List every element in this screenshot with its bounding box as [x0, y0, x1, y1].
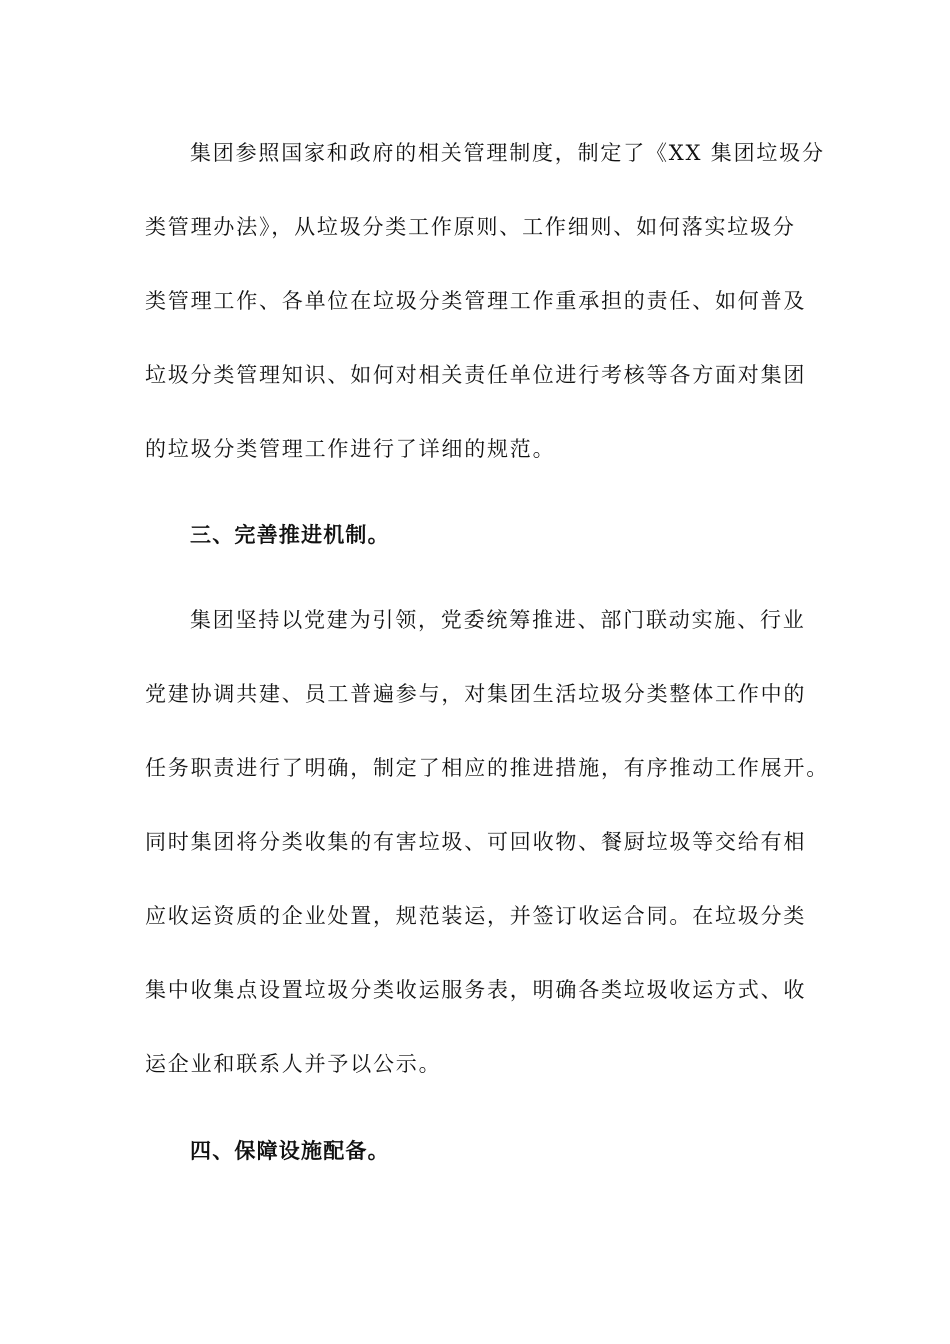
paragraph-2-line-6: 集中收集点设置垃圾分类收运服务表，明确各类垃圾收运方式、收 [145, 978, 807, 1002]
section-heading-4: 四、保障设施配备。 [190, 1138, 390, 1163]
paragraph-1-line-5: 的垃圾分类管理工作进行了详细的规范。 [145, 437, 556, 461]
paragraph-2-line-2: 党建协调共建、员工普遍参与，对集团生活垃圾分类整体工作中的 [145, 682, 807, 706]
paragraph-2-line-7: 运企业和联系人并予以公示。 [145, 1052, 442, 1076]
paragraph-2-line-1: 集团坚持以党建为引领，党委统筹推进、部门联动实施、行业 [190, 608, 806, 632]
paragraph-1-line-4: 垃圾分类管理知识、如何对相关责任单位进行考核等各方面对集团 [145, 363, 807, 387]
paragraph-1-line-2: 类管理办法》，从垃圾分类工作原则、工作细则、如何落实垃圾分 [145, 215, 796, 239]
paragraph-2-line-3: 任务职责进行了明确，制定了相应的推进措施，有序推动工作展开。 [145, 756, 829, 780]
paragraph-1-line-3: 类管理工作、各单位在垃圾分类管理工作重承担的责任、如何普及 [145, 289, 807, 313]
paragraph-2-line-5: 应收运资质的企业处置，规范装运，并签订收运合同。在垃圾分类 [145, 904, 807, 928]
section-heading-3: 三、完善推进机制。 [190, 522, 390, 547]
paragraph-2-line-4: 同时集团将分类收集的有害垃圾、可回收物、餐厨垃圾等交给有相 [145, 830, 807, 854]
paragraph-1-line-1: 集团参照国家和政府的相关管理制度，制定了《XX 集团垃圾分 [190, 141, 825, 165]
